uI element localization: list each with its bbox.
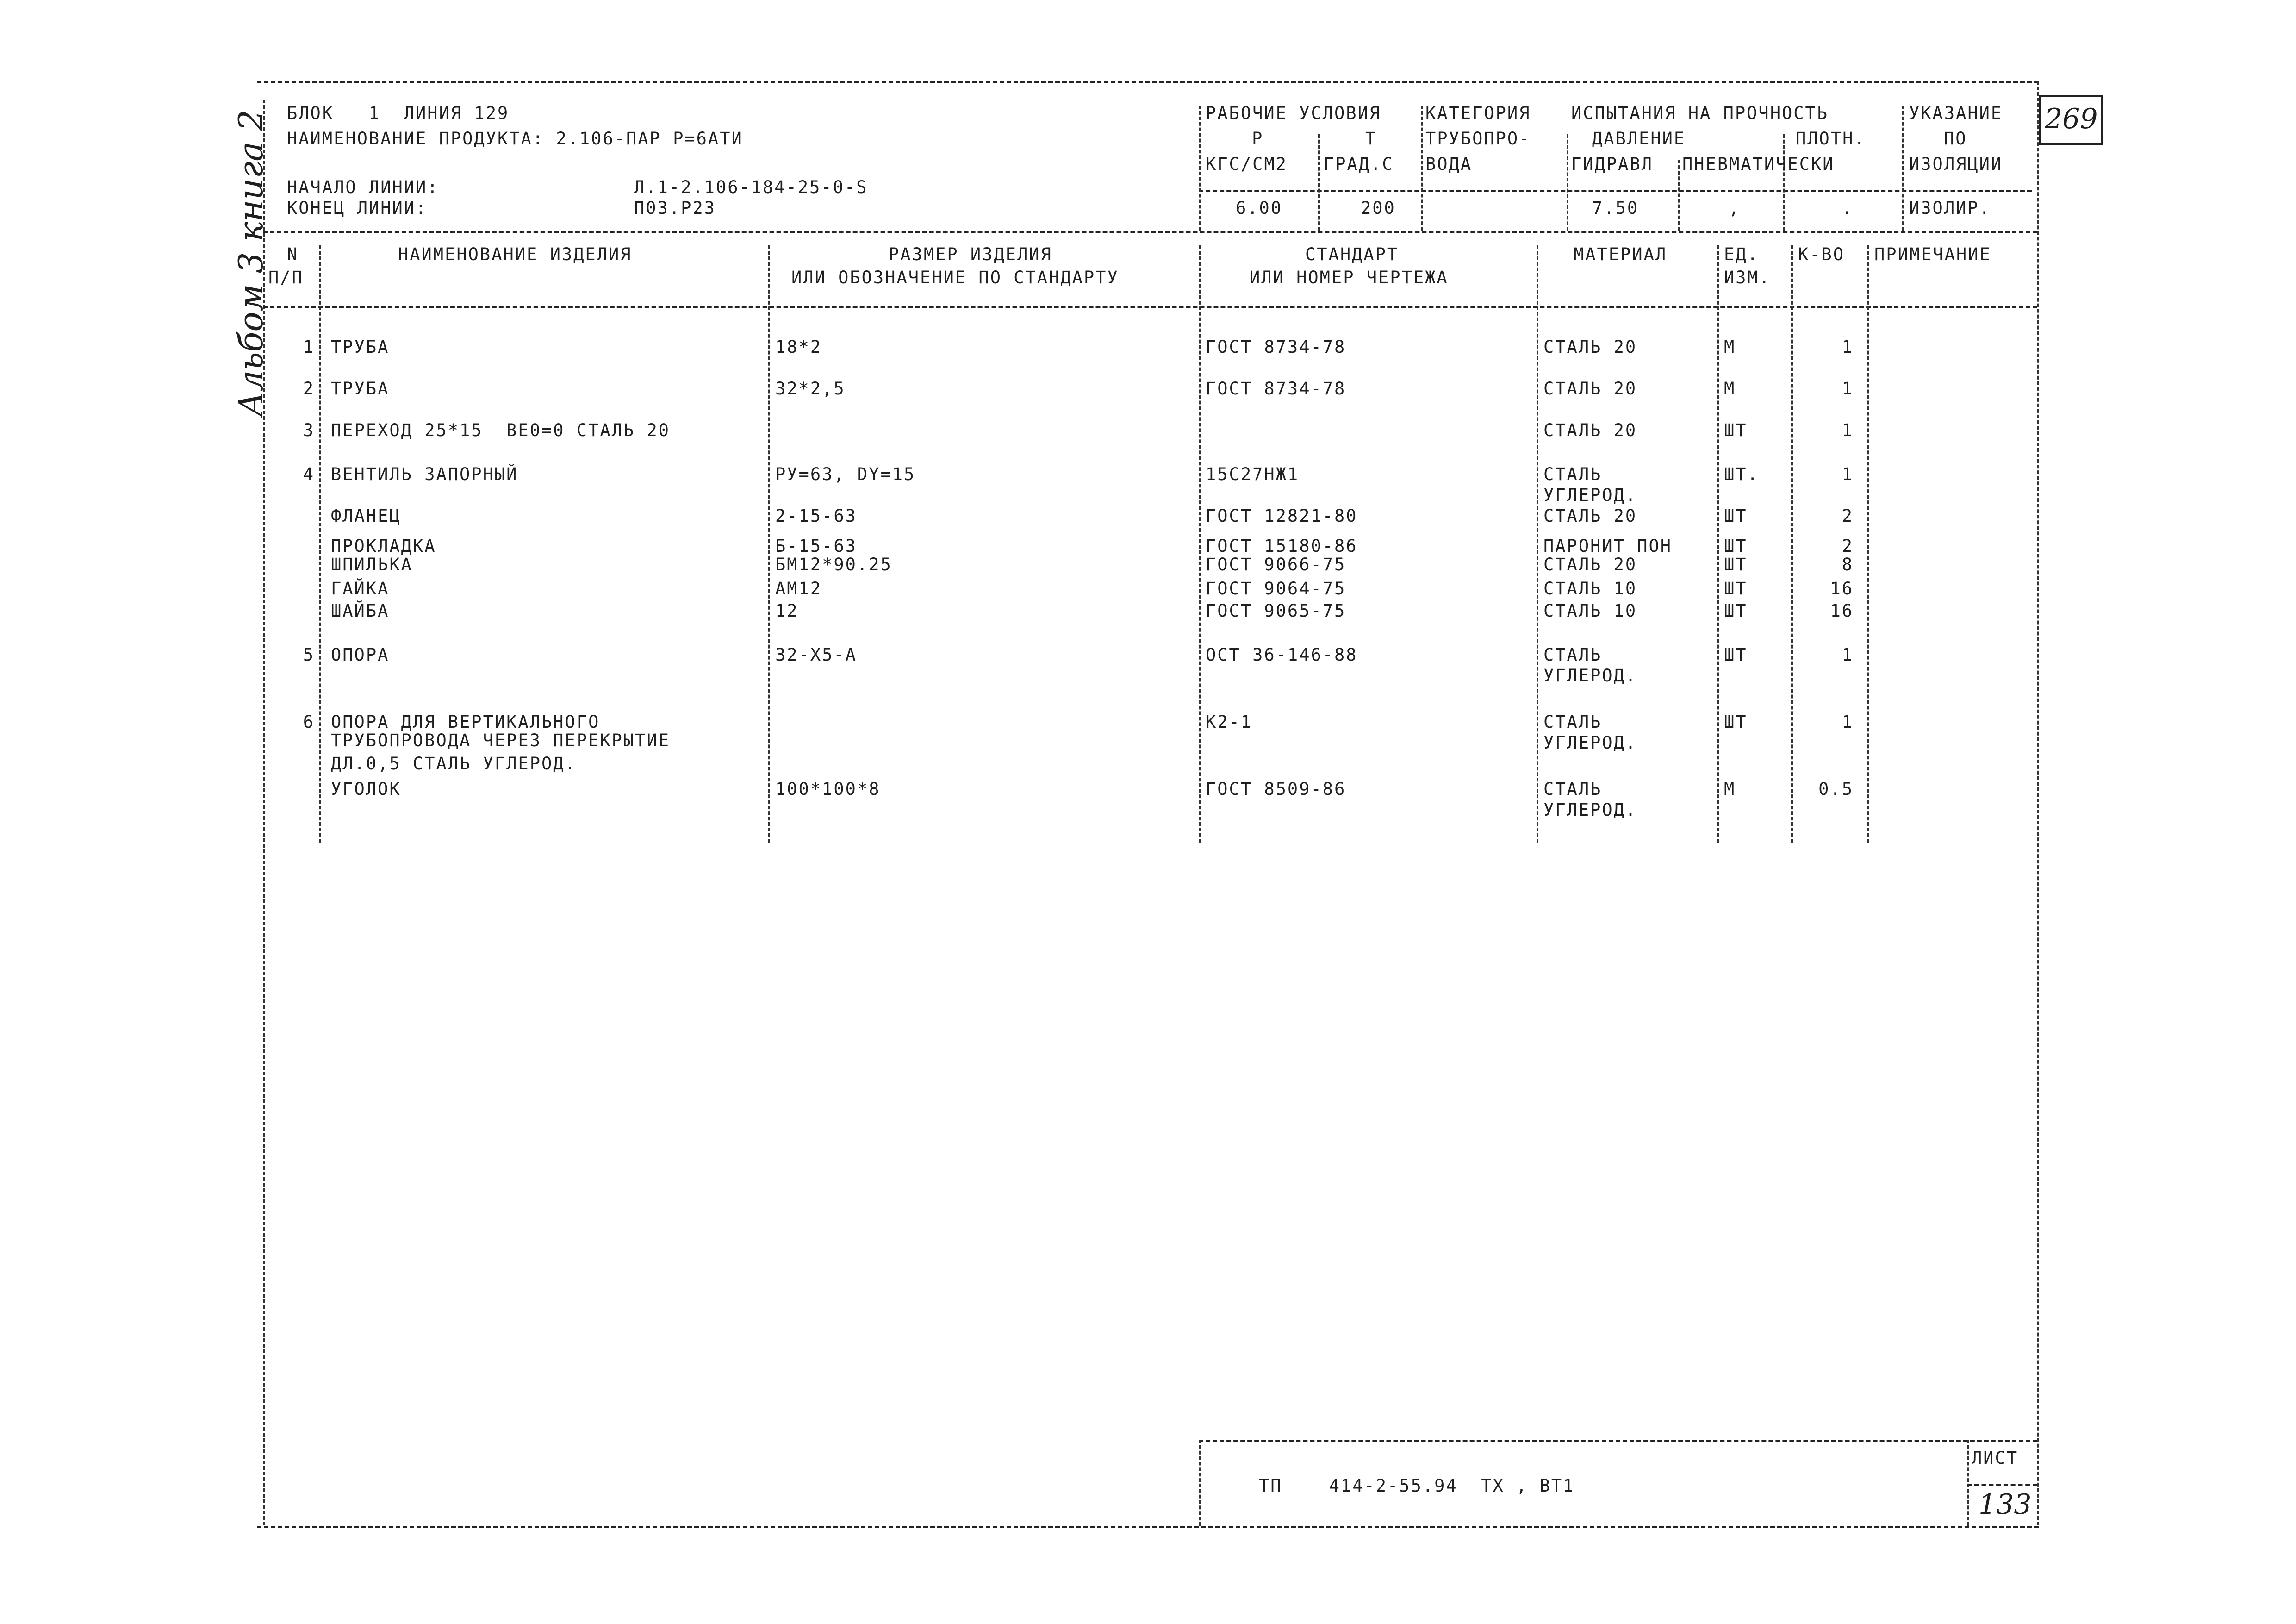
cell-std: ГОСТ 9066-75 <box>1206 555 1346 575</box>
cell-qty: 1 <box>1842 464 1854 484</box>
page-stamp: 269 <box>2045 103 2098 135</box>
p-label: Р <box>1252 129 1264 149</box>
insulation-l2: ПО <box>1944 129 1967 149</box>
cell-mat: УГЛЕРОД. <box>1543 485 1637 505</box>
cell-name: ВЕНТИЛЬ ЗАПОРНЫЙ <box>331 464 518 484</box>
cell-name: ПРОКЛАДКА <box>331 536 436 556</box>
density-value: . <box>1842 198 1854 218</box>
block-line: БЛОК 1 ЛИНИЯ 129 <box>287 103 510 123</box>
cell-mat: СТАЛЬ 20 <box>1543 420 1637 440</box>
header-vline-test <box>1567 134 1568 231</box>
footer-left-line <box>1199 1440 1201 1526</box>
cell-qty: 2 <box>1842 536 1854 556</box>
cell-name: ТРУБА <box>331 379 390 399</box>
cell-size: 2-15-63 <box>775 506 857 526</box>
frame-right-line <box>2037 81 2039 1525</box>
col-sep-unit <box>1717 245 1719 843</box>
pneumatic-label: ПНЕВМАТИЧЕСКИ <box>1682 154 1835 174</box>
insulation-value: ИЗОЛИР. <box>1909 198 1991 218</box>
insulation-l3: ИЗОЛЯЦИИ <box>1909 154 2003 174</box>
density-label: ПЛОТН. <box>1796 129 1866 149</box>
hydraulic-value: 7.50 <box>1592 198 1639 218</box>
cell-size: БМ12*90.25 <box>775 555 892 575</box>
cell-n: 5 <box>303 645 315 665</box>
cell-mat: УГЛЕРОД. <box>1543 733 1637 753</box>
line-start-value: Л.1-2.106-184-25-0-S <box>634 177 868 197</box>
pneumatic-value: , <box>1729 198 1741 218</box>
cell-mat: СТАЛЬ 20 <box>1543 555 1637 575</box>
cell-std: ГОСТ 8509-86 <box>1206 779 1346 799</box>
cell-std: ГОСТ 9064-75 <box>1206 579 1346 599</box>
cell-n: 1 <box>303 337 315 357</box>
cell-name: ОПОРА <box>331 645 390 665</box>
cell-unit: М <box>1724 337 1736 357</box>
line-end-label: КОНЕЦ ЛИНИИ: <box>287 198 428 218</box>
cell-name: ДЛ.0,5 СТАЛЬ УГЛЕРОД. <box>331 754 577 774</box>
cell-size: 32-Х5-А <box>775 645 857 665</box>
cell-qty: 16 <box>1830 601 1854 621</box>
cell-qty: 1 <box>1842 645 1854 665</box>
cell-mat: СТАЛЬ 10 <box>1543 579 1637 599</box>
col-unit-l2: ИЗМ. <box>1724 268 1771 287</box>
columns-bottom-line <box>263 306 2037 308</box>
cell-unit: ШТ <box>1724 420 1748 440</box>
cell-unit: ШТ <box>1724 579 1748 599</box>
line-start-label: НАЧАЛО ЛИНИИ: <box>287 177 439 197</box>
cell-mat: УГЛЕРОД. <box>1543 800 1637 820</box>
col-size-l2: ИЛИ ОБОЗНАЧЕНИЕ ПО СТАНДАРТУ <box>791 268 1119 287</box>
cell-qty: 2 <box>1842 506 1854 526</box>
col-num-l2: П/П <box>268 268 304 287</box>
cell-n: 4 <box>303 464 315 484</box>
cell-qty: 1 <box>1842 379 1854 399</box>
cell-n: 2 <box>303 379 315 399</box>
cell-unit: ШТ <box>1724 645 1748 665</box>
margin-note: Альбом 3 книга 2 <box>231 110 270 417</box>
header-vline-hydro <box>1678 160 1680 231</box>
header-vline-density <box>1783 134 1785 231</box>
cell-std: ГОСТ 12821-80 <box>1206 506 1358 526</box>
header-vline-category <box>1421 106 1423 231</box>
cell-std: К2-1 <box>1206 712 1253 732</box>
cell-size: 32*2,5 <box>775 379 846 399</box>
pressure-label: ДАВЛЕНИЕ <box>1592 129 1686 149</box>
cell-name: ТРУБА <box>331 337 390 357</box>
cell-std: 15С27НЖ1 <box>1206 464 1300 484</box>
cell-n: 3 <box>303 420 315 440</box>
col-sep-note <box>1867 245 1869 843</box>
cell-mat: СТАЛЬ 20 <box>1543 337 1637 357</box>
cell-std: ГОСТ 8734-78 <box>1206 379 1346 399</box>
cell-std: ГОСТ 8734-78 <box>1206 337 1346 357</box>
cell-unit: ШТ <box>1724 506 1748 526</box>
col-note: ПРИМЕЧАНИЕ <box>1874 244 1991 264</box>
cell-size: РУ=63, DY=15 <box>775 464 916 484</box>
frame-bottom-line <box>257 1526 2039 1528</box>
line-end-value: П03.Р23 <box>634 198 716 218</box>
col-material: МАТЕРИАЛ <box>1574 244 1668 264</box>
header-vline-pt <box>1318 134 1320 231</box>
col-sep-num <box>319 245 321 843</box>
cell-unit: ШТ <box>1724 601 1748 621</box>
category-l1: КАТЕГОРИЯ <box>1425 103 1531 123</box>
cell-name: ПЕРЕХОД 25*15 ВЕ0=0 СТАЛЬ 20 <box>331 420 671 440</box>
cell-unit: М <box>1724 379 1736 399</box>
sheet-label: ЛИСТ <box>1972 1448 2019 1468</box>
col-unit-l1: ЕД. <box>1724 244 1759 264</box>
cell-unit: М <box>1724 779 1736 799</box>
header-vline-conditions <box>1199 106 1201 231</box>
header-vline-insul <box>1902 106 1904 231</box>
cell-size: 18*2 <box>775 337 822 357</box>
t-unit: ГРАД.С <box>1324 154 1394 174</box>
cell-qty: 0.5 <box>1818 779 1854 799</box>
cell-size: 12 <box>775 601 799 621</box>
footer-sheet-divider <box>1967 1484 2037 1486</box>
conditions-title: РАБОЧИЕ УСЛОВИЯ <box>1206 103 1381 123</box>
t-label: Т <box>1365 129 1377 149</box>
cell-mat: УГЛЕРОД. <box>1543 666 1637 686</box>
cell-name: ФЛАНЕЦ <box>331 506 401 526</box>
cell-name: ТРУБОПРОВОДА ЧЕРЕЗ ПЕРЕКРЫТИЕ <box>331 731 671 750</box>
cell-name: ШАЙБА <box>331 601 390 621</box>
category-l2: ТРУБОПРО- <box>1425 129 1531 149</box>
cell-qty: 16 <box>1830 579 1854 599</box>
cell-qty: 1 <box>1842 337 1854 357</box>
cell-size: Б-15-63 <box>775 536 857 556</box>
t-value: 200 <box>1361 198 1396 218</box>
footer-sheet-line <box>1967 1440 1969 1526</box>
col-sep-std <box>1199 245 1201 843</box>
col-num-l1: N <box>287 244 299 264</box>
test-title: ИСПЫТАНИЯ НА ПРОЧНОСТЬ <box>1571 103 1829 123</box>
cell-mat: ПАРОНИТ ПОН <box>1543 536 1673 556</box>
cell-qty: 8 <box>1842 555 1854 575</box>
p-unit: КГС/СМ2 <box>1206 154 1288 174</box>
cell-n: 6 <box>303 712 315 732</box>
cell-std: ГОСТ 9065-75 <box>1206 601 1346 621</box>
col-std-l2: ИЛИ НОМЕР ЧЕРТЕЖА <box>1250 268 1449 287</box>
cell-mat: СТАЛЬ <box>1543 645 1602 665</box>
frame-top-line <box>257 81 2039 83</box>
cell-mat: СТАЛЬ <box>1543 712 1602 732</box>
cell-unit: ШТ <box>1724 555 1748 575</box>
cell-unit: ШТ. <box>1724 464 1759 484</box>
cell-name: ГАЙКА <box>331 579 390 599</box>
cell-size: АМ12 <box>775 579 822 599</box>
cell-mat: СТАЛЬ <box>1543 779 1602 799</box>
header-line-2 <box>263 231 2037 233</box>
product-name: НАИМЕНОВАНИЕ ПРОДУКТА: 2.106-ПАР Р=6АТИ <box>287 129 743 149</box>
cell-mat: СТАЛЬ 10 <box>1543 601 1637 621</box>
cell-mat: СТАЛЬ 20 <box>1543 379 1637 399</box>
insulation-l1: УКАЗАНИЕ <box>1909 103 2003 123</box>
cell-name: ШПИЛЬКА <box>331 555 413 575</box>
col-sep-size <box>768 245 770 843</box>
col-size-l1: РАЗМЕР ИЗДЕЛИЯ <box>889 244 1052 264</box>
cell-name: ОПОРА ДЛЯ ВЕРТИКАЛЬНОГО <box>331 712 600 732</box>
col-name: НАИМЕНОВАНИЕ ИЗДЕЛИЯ <box>398 244 632 264</box>
col-qty: К-ВО <box>1798 244 1845 264</box>
category-l3: ВОДА <box>1425 154 1473 174</box>
cell-unit: ШТ <box>1724 536 1748 556</box>
doc-code: ТП 414-2-55.94 ТХ , ВТ1 <box>1259 1476 1575 1496</box>
col-sep-mat <box>1537 245 1538 843</box>
cell-name: УГОЛОК <box>331 779 401 799</box>
cell-unit: ШТ <box>1724 712 1748 732</box>
p-value: 6.00 <box>1236 198 1283 218</box>
col-std-l1: СТАНДАРТ <box>1305 244 1399 264</box>
cell-qty: 1 <box>1842 420 1854 440</box>
cell-mat: СТАЛЬ <box>1543 464 1602 484</box>
cell-std: ГОСТ 15180-86 <box>1206 536 1358 556</box>
footer-top-line <box>1199 1440 2037 1442</box>
cell-mat: СТАЛЬ 20 <box>1543 506 1637 526</box>
cell-std: ОСТ 36-146-88 <box>1206 645 1358 665</box>
cell-qty: 1 <box>1842 712 1854 732</box>
cell-size: 100*100*8 <box>775 779 881 799</box>
header-line-1 <box>1199 190 2032 192</box>
sheet-number: 133 <box>1979 1488 2032 1521</box>
hydraulic-label: ГИДРАВЛ <box>1571 154 1653 174</box>
col-sep-qty <box>1791 245 1793 843</box>
